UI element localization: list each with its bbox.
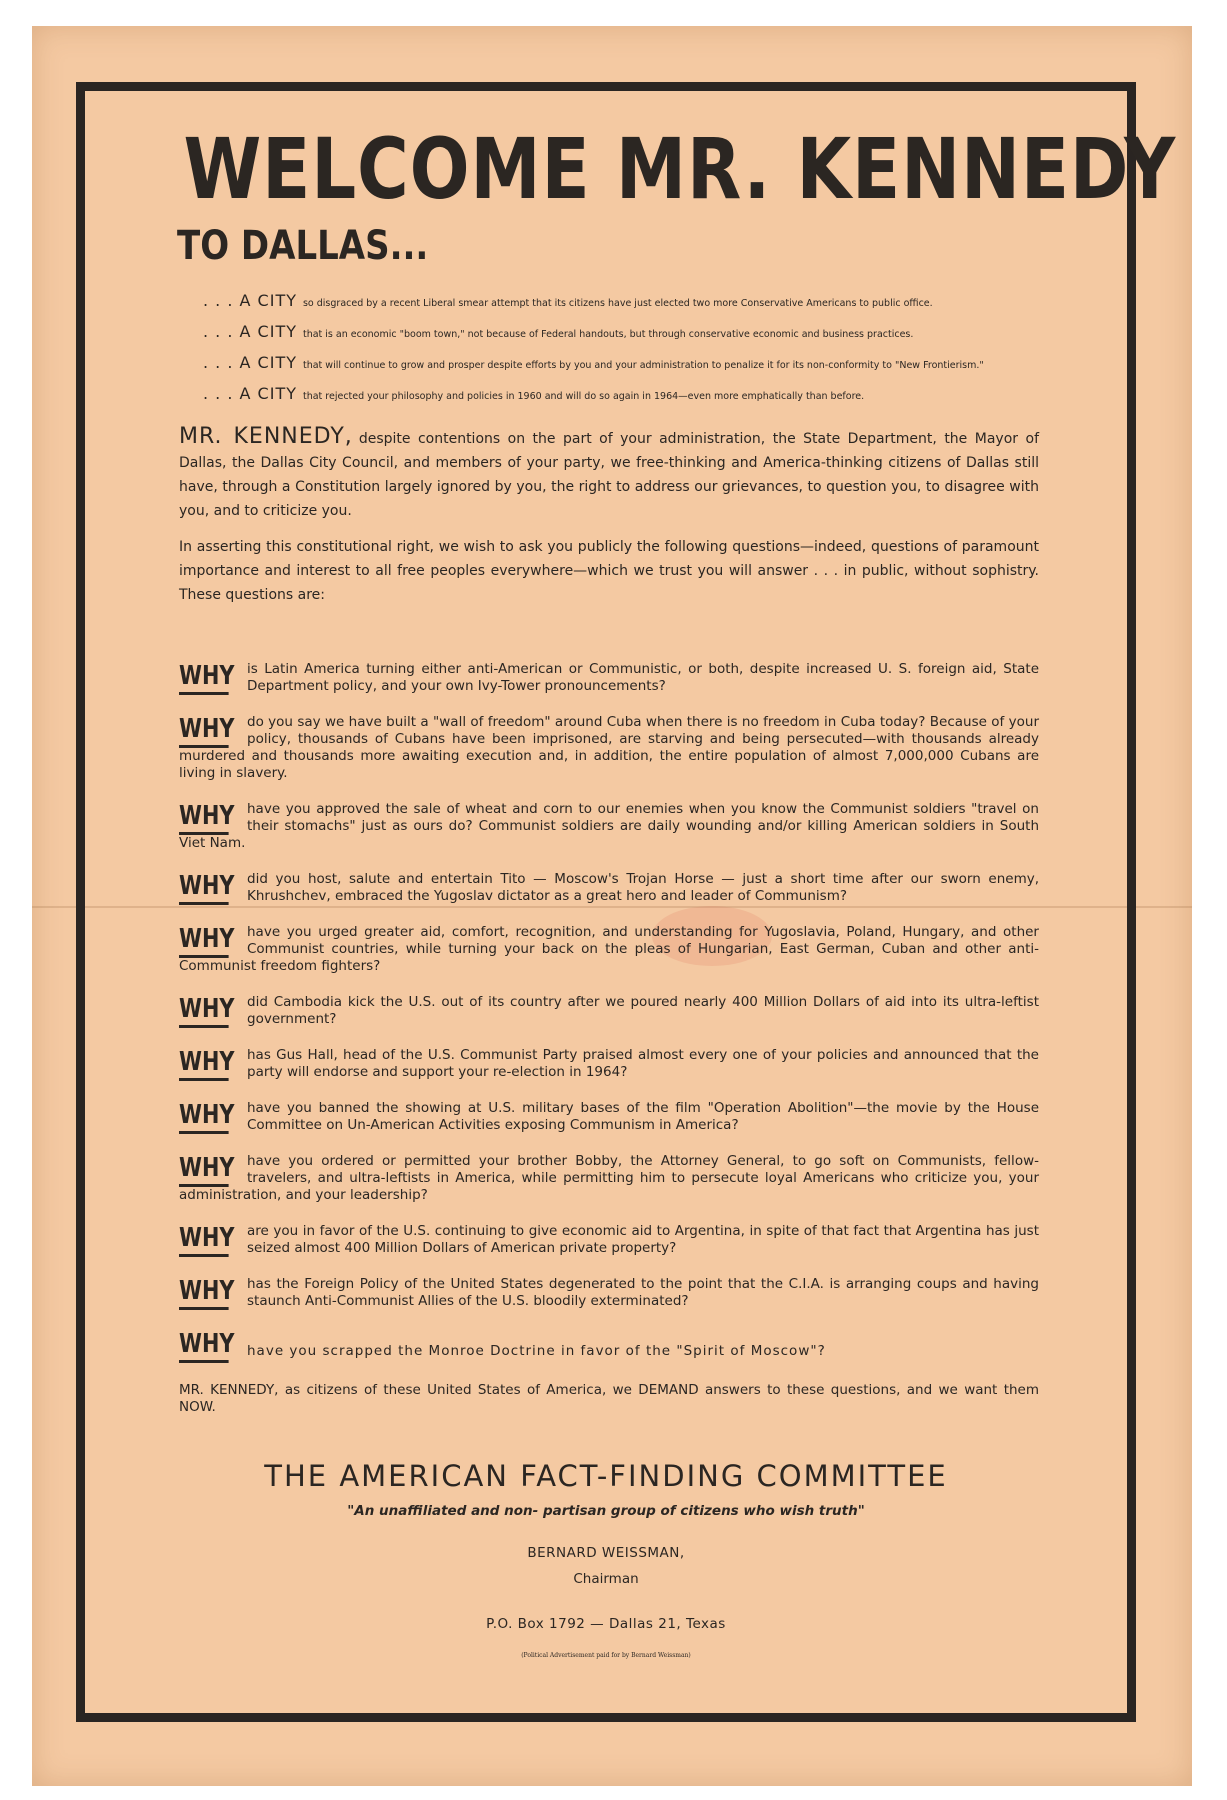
question-text: did Cambodia kick the U.S. out of its country after we poured nearly 400 Million Dollars of aid into its ultra-leftist government? xyxy=(247,994,1039,1027)
question-text: have you scrapped the Monroe Doctrine in favor of the "Spirit of Moscow"? xyxy=(247,1343,826,1359)
city-line-lead: . . . A CITY xyxy=(203,384,297,403)
question-item xyxy=(179,714,1039,782)
intro-paragraph xyxy=(179,425,1039,523)
mailing-address: P.O. Box 1792 — Dallas 21, Texas xyxy=(486,1616,726,1632)
question-item xyxy=(179,1329,1039,1363)
city-line-text: so disgraced by a recent Liberal smear attempt that its citizens have just elected two more Conservative Americans to public office. xyxy=(302,298,933,309)
question-item xyxy=(179,1047,1039,1081)
city-list xyxy=(203,285,1109,409)
newspaper-page xyxy=(32,26,1192,1786)
city-line-lead: . . . A CITY xyxy=(203,322,297,341)
why-label: WHY xyxy=(179,1276,229,1310)
city-line-text: that is an economic "boom town," not because of Federal handouts, but through conservative economic and business practices. xyxy=(302,329,914,340)
advertisement-content xyxy=(103,109,1177,1695)
intro-lead: MR. KENNEDY, xyxy=(179,424,353,449)
question-item xyxy=(179,1223,1039,1257)
question-item xyxy=(179,1100,1039,1134)
why-label: WHY xyxy=(179,1223,229,1257)
city-line xyxy=(203,347,1109,378)
city-line-text: that will continue to grow and prosper despite efforts by you and your administration to penalize it for its non-conformity to "New Frontierism." xyxy=(302,360,984,371)
question-text: do you say we have built a "wall of freedom" around Cuba when there is no freedom in Cuba today? Because of your policy, thousands of Cubans have been imprisoned, are starving and being persecuted—with thousands already murdered and thousands more awaiting execution and, in addition, the entire population of almost 7,000,000 Cubans are living in slavery. xyxy=(179,714,1039,781)
why-label: WHY xyxy=(179,1100,229,1134)
why-label: WHY xyxy=(179,714,229,748)
question-text: did you host, salute and entertain Tito — Moscow's Trojan Horse — just a short time after our sworn enemy, Khrushchev, embraced the Yugoslav dictator as a great hero and leader of Communism? xyxy=(247,871,1039,904)
advertisement-border xyxy=(76,82,1177,1722)
question-text: have you banned the showing at U.S. military bases of the film "Operation Abolition"—the movie by the House Committee on Un-American Activities exposing Communism in America? xyxy=(247,1100,1039,1133)
question-text: has Gus Hall, head of the U.S. Communist Party praised almost every one of your policies and announced that the party will endorse and support your re-election in 1964? xyxy=(247,1047,1039,1080)
question-item xyxy=(179,924,1039,975)
question-text: have you approved the sale of wheat and corn to our enemies when you know the Communist soldiers "travel on their stomachs" just as ours do? Communist soldiers are daily wounding and/or killing American soldiers in South Viet Nam. xyxy=(179,801,1039,851)
closing-demand: MR. KENNEDY, as citizens of these United States of America, we DEMAND answers to these questions, and we want them NOW. xyxy=(179,1382,1039,1415)
subheadline: TO DALLAS... xyxy=(177,223,429,269)
city-line-text: that rejected your philosophy and policies in 1960 and will do so again in 1964—even more emphatically than before. xyxy=(302,391,865,402)
why-label: WHY xyxy=(179,994,229,1028)
city-line xyxy=(203,378,1109,409)
city-line-lead: . . . A CITY xyxy=(203,353,297,372)
paid-advertisement-note: (Political Advertisement paid for by Bernard Weissman) xyxy=(521,1652,691,1659)
question-text: have you ordered or permitted your brother Bobby, the Attorney General, to go soft on Communists, fellow-travelers, and ultra-leftists in America, while permitting him to persecute loyal Americans who criticize you, your administration, and your leadership? xyxy=(179,1153,1039,1203)
signer-name: BERNARD WEISSMAN, xyxy=(527,1545,685,1561)
why-label: WHY xyxy=(179,1153,229,1187)
city-line xyxy=(203,316,1109,347)
headline: WELCOME MR. KENNEDY xyxy=(183,120,1177,218)
committee-name: THE AMERICAN FACT-FINDING COMMITTEE xyxy=(264,1459,948,1493)
city-line xyxy=(203,285,1109,316)
question-item xyxy=(179,1153,1039,1204)
question-text: is Latin America turning either anti-American or Communistic, or both, despite increased U. S. foreign aid, State Department policy, and your own Ivy-Tower pronouncements? xyxy=(247,661,1039,694)
question-item xyxy=(179,801,1039,852)
question-list xyxy=(179,661,1039,1363)
question-item xyxy=(179,871,1039,905)
city-line-lead: . . . A CITY xyxy=(203,291,297,310)
question-item xyxy=(179,661,1039,695)
why-label: WHY xyxy=(179,924,229,958)
intro-text: despite contentions on the part of your administration, the State Department, the Mayor of Dallas, the Dallas City Council, and members of your party, we free-thinking and America-thinking citizens of Dallas still have, through a Constitution largely ignored by you, the right to address our grievances, to question you, to disagree with you, and to criticize you. xyxy=(179,431,1039,519)
why-label: WHY xyxy=(179,801,229,835)
questions-intro-paragraph: In asserting this constitutional right, we wish to ask you publicly the following questions—indeed, questions of paramount importance and interest to all free peoples everywhere—which we trust you will answer . . . in public, without sophistry. These questions are: xyxy=(179,539,1039,603)
question-text: have you urged greater aid, comfort, recognition, and understanding for Yugoslavia, Poland, Hungary, and other Communist countries, while turning your back on the pleas of Hungarian, East German, Cuban and other anti-Communist freedom fighters? xyxy=(179,924,1039,974)
why-label: WHY xyxy=(179,871,229,905)
why-label: WHY xyxy=(179,661,229,695)
question-item xyxy=(179,994,1039,1028)
why-label: WHY xyxy=(179,1329,229,1363)
question-text: has the Foreign Policy of the United States degenerated to the point that the C.I.A. is arranging coups and having staunch Anti-Communist Allies of the U.S. bloodily exterminated? xyxy=(247,1276,1039,1309)
question-item xyxy=(179,1276,1039,1310)
committee-tagline: "An unaffiliated and non- partisan group of citizens who wish truth" xyxy=(347,1503,865,1519)
signer-title: Chairman xyxy=(573,1571,639,1587)
question-text: are you in favor of the U.S. continuing to give economic aid to Argentina, in spite of that fact that Argentina has just seized almost 400 Million Dollars of American private property? xyxy=(247,1223,1039,1256)
why-label: WHY xyxy=(179,1047,229,1081)
